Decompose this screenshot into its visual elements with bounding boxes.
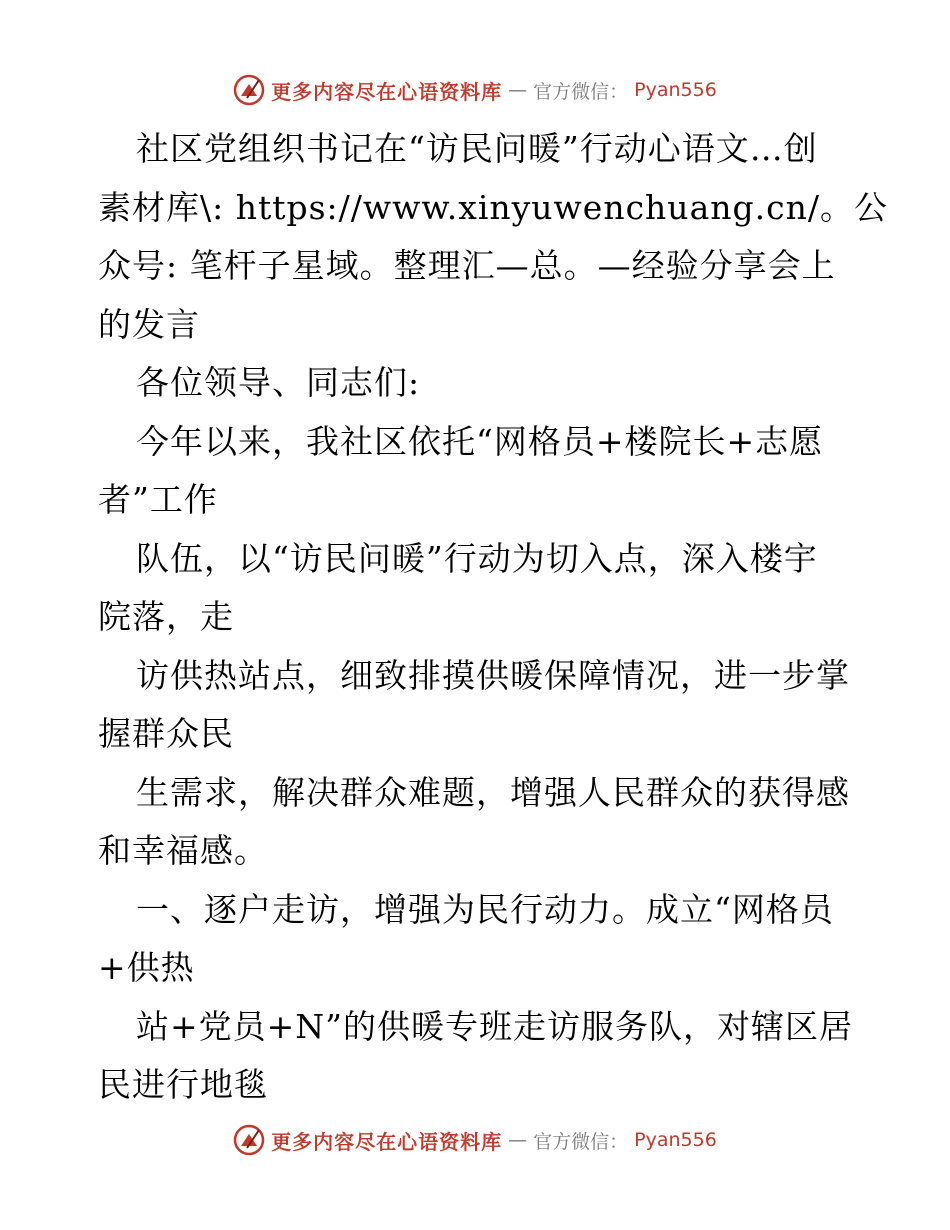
document-line: 众号: 笔杆子星域。整理汇—总。—经验分享会上 bbox=[98, 246, 836, 285]
book-quill-logo-icon bbox=[233, 1124, 265, 1156]
document-line: +供热 bbox=[98, 948, 195, 987]
document-line: 生需求，解决群众难题，增强人民群众的获得感 bbox=[136, 772, 850, 812]
document-line: 访供热站点，细致排摸供暖保障情况，进一步掌 bbox=[136, 655, 850, 695]
document-line: 院落，走 bbox=[98, 597, 234, 636]
document-line: 民进行地毯 bbox=[98, 1065, 268, 1104]
document-body bbox=[98, 120, 888, 1115]
document-line: 的发言 bbox=[98, 304, 200, 344]
watermark-account-id: Pyan556 bbox=[634, 1129, 717, 1151]
document-line: 今年以来，我社区依托“网格员+楼院长+志愿 bbox=[136, 421, 824, 461]
document-line: 者”工作 bbox=[98, 480, 218, 519]
watermark-account-id: Pyan556 bbox=[634, 79, 717, 101]
watermark-brand-text: 更多内容尽在心语资料库 bbox=[271, 79, 503, 104]
watermark-dash: — bbox=[508, 1129, 528, 1151]
watermark-brand-text: 更多内容尽在心语资料库 bbox=[271, 1129, 503, 1154]
book-quill-logo-icon bbox=[233, 74, 265, 106]
document-line: 握群众民 bbox=[98, 714, 234, 753]
watermark-official-text: 官方微信： bbox=[533, 1130, 629, 1153]
document-line: 和幸福感。 bbox=[98, 831, 268, 870]
document-line: 一、逐户走访，增强为民行动力。成立“网格员 bbox=[136, 889, 834, 929]
document-line: 站+党员+N”的供暖专班走访服务队，对辖区居 bbox=[136, 1006, 854, 1046]
document-line: 社区党组织书记在“访民问暖”行动心语文…创 bbox=[136, 129, 818, 168]
header-watermark bbox=[0, 70, 950, 110]
watermark-official-text: 官方微信： bbox=[533, 80, 629, 103]
document-line: 各位领导、同志们: bbox=[136, 363, 421, 402]
document-line: 素材库\: https://www.xinyuwenchuang.cn/。公 bbox=[98, 187, 888, 227]
document-line: 队伍，以“访民问暖”行动为切入点，深入楼宇 bbox=[136, 538, 818, 578]
watermark-dash: — bbox=[508, 79, 528, 101]
footer-watermark bbox=[0, 1120, 950, 1160]
